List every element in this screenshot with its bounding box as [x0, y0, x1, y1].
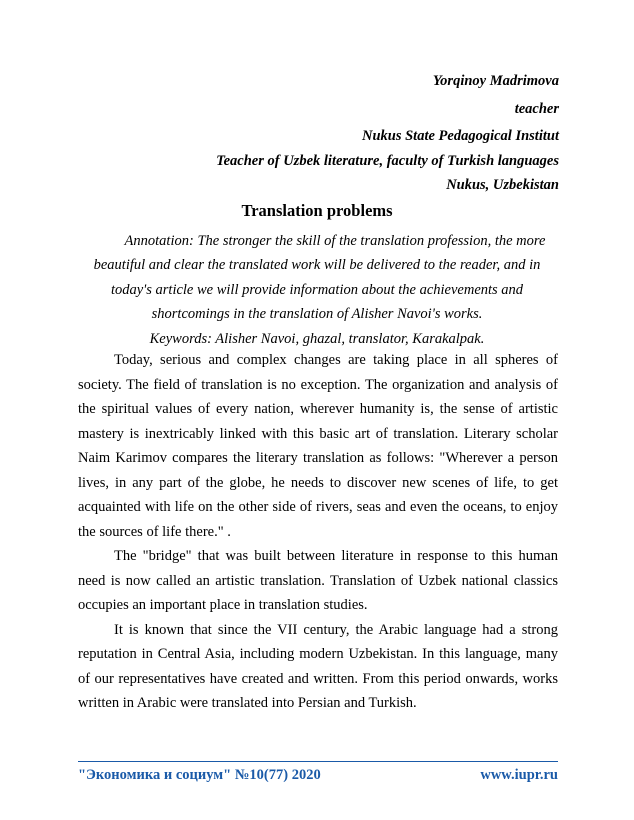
body-paragraph-2: The "bridge" that was built between literature in response to this human need is now called an artistic translation. Translation of Uzbek national classics occupies an important place in translation studies. [78, 548, 558, 613]
author-location: Nukus, Uzbekistan [446, 177, 559, 193]
body-paragraph-1: Today, serious and complex changes are taking place in all spheres of society. The field of translation is no exception. The organization and analysis of the spiritual values of every nation, wherever humanity is, the sense of artistic mastery is inextricably linked with this basic art of translation. Literary scholar Naim Karimov compares the literary translation as follows: "Wherever a person lives, in any part of the globe, he needs to discover new scenes of life, to get acquainted with life on the other side of rivers, seas and even the oceans, to enjoy the sources of life there." . [78, 352, 558, 540]
footer-divider [78, 761, 558, 762]
keywords-text: Keywords: Alisher Navoi, ghazal, translator, Karakalpak. [149, 330, 485, 347]
article-title: Translation problems [241, 201, 393, 220]
body-paragraph-3: It is known that since the VII century, the Arabic language had a strong reputation in Central Asia, including modern Uzbekistan. In this language, many of our representatives have created and written. From this period onwards, works written in Arabic were translated into Persian and Turkish. [78, 621, 558, 711]
annotation-block [78, 229, 556, 351]
author-position: teacher [514, 101, 559, 117]
annotation-text: Annotation: The stronger the skill of the translation profession, the more beautiful and clear the translated work will be delivered to the reader, and in today's article we will provide information about the achievements and shortcomings in the translation of Alisher Navoi's works. [93, 233, 546, 323]
author-institution: Nukus State Pedagogical Institut [362, 128, 559, 144]
footer-journal: "Экономика и социум" №10(77) 2020 [78, 767, 321, 783]
author-department: Teacher of Uzbek literature, faculty of Turkish languages [216, 153, 559, 169]
article-body [78, 348, 558, 716]
footer-website: www.iupr.ru [480, 767, 558, 783]
author-name: Yorqinoy Madrimova [432, 73, 559, 89]
